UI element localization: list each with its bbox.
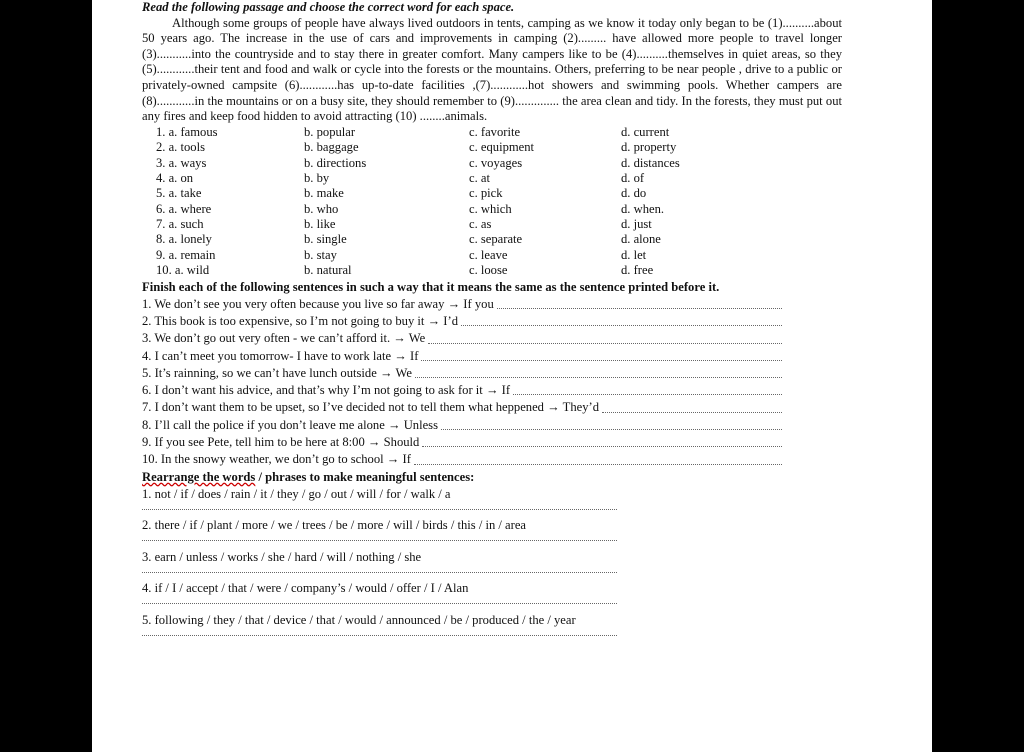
option-b: b. like (304, 217, 336, 232)
option-b: b. popular (304, 124, 356, 139)
finish-prompt: 4. I can’t meet you tomorrow- I have to work late → If (142, 348, 419, 363)
option-a: 4. a. on (156, 170, 194, 185)
answer-line[interactable] (142, 572, 617, 573)
rearrange-prompt: 5. following / they / that / device / that / would / announced / be / produced / the / year (142, 612, 576, 627)
option-c: c. voyages (469, 155, 523, 170)
mc-row (142, 232, 842, 247)
option-d: d. alone (621, 232, 661, 247)
option-c: c. leave (469, 247, 508, 262)
instruction: Read the following passage and choose the correct word for each space. (142, 0, 515, 14)
rearrange-item (142, 486, 842, 518)
option-d: d. current (621, 124, 670, 139)
finish-item (142, 313, 782, 330)
rearrange-prompt: 4. if / I / accept / that / were / company’s / would / offer / I / Alan (142, 581, 469, 596)
answer-line[interactable] (422, 445, 782, 447)
finish-item (142, 296, 782, 313)
finish-prompt: 7. I don’t want them to be upset, so I’ve decided not to tell them what heppened → They’d (142, 400, 599, 415)
mc-row (142, 217, 842, 232)
mc-row (142, 171, 842, 186)
finish-prompt: 3. We don’t go out very often - we can’t afford it. → We (142, 331, 426, 346)
option-c: c. loose (469, 263, 508, 278)
option-a: 2. a. tools (156, 140, 205, 155)
finish-item (142, 348, 782, 365)
option-b: b. directions (304, 155, 367, 170)
rearrange-item (142, 612, 842, 644)
option-a: 10. a. wild (156, 263, 210, 278)
finish-item (142, 451, 782, 468)
option-d: d. when. (621, 201, 665, 216)
option-c: c. equipment (469, 140, 535, 155)
finish-prompt: 10. In the snowy weather, we don’t go to school → If (142, 452, 411, 467)
finish-item (142, 417, 782, 434)
option-a: 8. a. lonely (156, 232, 212, 247)
answer-line[interactable] (142, 540, 617, 541)
finish-item (142, 399, 782, 416)
worksheet-page (92, 0, 932, 752)
option-b: b. stay (304, 247, 337, 262)
option-d: d. free (621, 263, 654, 278)
option-c: c. favorite (469, 124, 521, 139)
answer-line[interactable] (142, 635, 617, 636)
answer-line[interactable] (421, 359, 782, 361)
finish-prompt: 8. I’ll call the police if you don’t leave me alone → Unless (142, 417, 438, 432)
rearrange-prompt: 1. not / if / does / rain / it / they / go / out / will / for / walk / a (142, 486, 451, 501)
answer-line[interactable] (415, 376, 782, 378)
option-c: c. as (469, 217, 492, 232)
rearrange-heading (142, 469, 842, 486)
answer-line[interactable] (461, 324, 782, 326)
mc-row (142, 186, 842, 201)
mc-row (142, 125, 842, 140)
finish-prompt: 5. It’s rainning, so we can’t have lunch outside → We (142, 365, 412, 380)
finish-prompt: 6. I don’t want his advice, and that’s why I’m not going to ask for it → If (142, 383, 511, 398)
finish-item (142, 434, 782, 451)
finish-item (142, 365, 782, 382)
mc-row (142, 263, 842, 278)
answer-line[interactable] (142, 603, 617, 604)
option-d: d. just (621, 217, 652, 232)
rearrange-prompt: 2. there / if / plant / more / we / trees / be / more / will / birds / this / in / area (142, 518, 527, 533)
answer-line[interactable] (497, 307, 782, 309)
option-c: c. at (469, 170, 490, 185)
option-a: 7. a. such (156, 217, 204, 232)
option-d: d. of (621, 170, 645, 185)
mc-row (142, 140, 842, 155)
answer-line[interactable] (602, 411, 782, 413)
worksheet-content (142, 0, 842, 643)
option-a: 5. a. take (156, 186, 202, 201)
answer-line[interactable] (428, 342, 782, 344)
mc-row (142, 156, 842, 171)
option-b: b. natural (304, 263, 352, 278)
option-c: c. which (469, 201, 512, 216)
option-a: 6. a. where (156, 201, 212, 216)
passage-text: Although some groups of people have always lived outdoors in tents, camping as we know it today only began to be (1)..........about 50 years ago. The increase in the use of cars and improvements in camping (2)......... have allowed more people to travel longer (3)...........into the countryside and to stay there in greater comfort. Many campers like to be (4)..........themselves in quiet areas, so they (5)............their tent and food and walk or cycle into the forests or the mountains. Others, preferring to be near people , drive to a public or privately-owned campsite (6)............has up-to-date facilities ,(7)............hot showers and swimming pools. Whether campers are (8)............in the mountains or on a busy site, they should remember to (9).............. the area clean and tidy. In the forests, they must put out any fires and keep food hidden to avoid attracting (10) ........animals. (142, 15, 842, 124)
option-b: b. who (304, 201, 339, 216)
rearrange-item (142, 580, 842, 612)
rearrange-heading-rest: / phrases to make meaningful sentences: (255, 469, 475, 484)
option-b: b. by (304, 170, 330, 185)
option-b: b. make (304, 186, 344, 201)
finish-heading: Finish each of the following sentences in such a way that it means the same as the sentence printed before it. (142, 279, 720, 294)
option-b: b. baggage (304, 140, 359, 155)
answer-line[interactable] (513, 393, 782, 395)
option-a: 9. a. remain (156, 247, 216, 262)
rearrange-list (142, 486, 842, 644)
answer-line[interactable] (142, 509, 617, 510)
option-c: c. separate (469, 232, 523, 247)
finish-list (142, 296, 842, 469)
finish-prompt: 2. This book is too expensive, so I’m not going to buy it → I’d (142, 313, 458, 328)
answer-line[interactable] (441, 428, 782, 430)
option-d: d. distances (621, 155, 680, 170)
passage (142, 16, 842, 125)
finish-prompt: 9. If you see Pete, tell him to be here at 8:00 → Should (142, 435, 420, 450)
option-d: d. property (621, 140, 677, 155)
rearrange-prompt: 3. earn / unless / works / she / hard / will / nothing / she (142, 549, 422, 564)
rearrange-item (142, 517, 842, 549)
option-d: d. let (621, 247, 647, 262)
mc-options (142, 125, 842, 279)
option-b: b. single (304, 232, 347, 247)
finish-item (142, 330, 782, 347)
finish-prompt: 1. We don’t see you very often because you live so far away → If you (142, 296, 494, 311)
option-c: c. pick (469, 186, 503, 201)
option-d: d. do (621, 186, 647, 201)
option-a: 1. a. famous (156, 124, 218, 139)
option-a: 3. a. ways (156, 155, 207, 170)
mc-row (142, 248, 842, 263)
mc-row (142, 202, 842, 217)
rearrange-heading-underlined: Rearrange the words (142, 469, 256, 484)
rearrange-item (142, 549, 842, 581)
finish-item (142, 382, 782, 399)
answer-line[interactable] (414, 463, 782, 465)
